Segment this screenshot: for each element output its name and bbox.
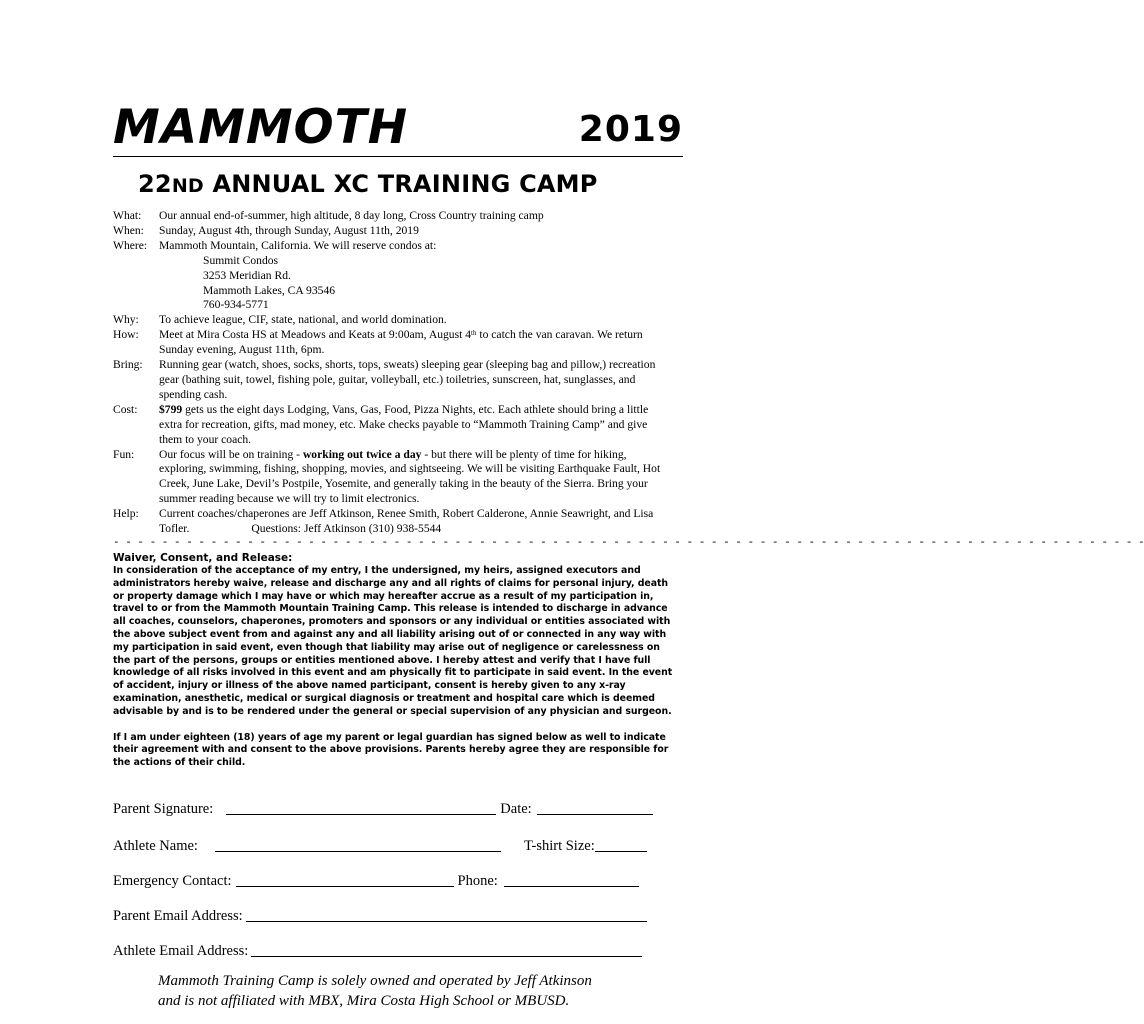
title-row (113, 100, 683, 157)
when-value: Sunday, August 4th, through Sunday, August 11th, 2019 (159, 223, 419, 237)
footer-line: and is not affiliated with MBX, Mira Costa High School or MBUSD. (158, 993, 570, 1009)
info-help (113, 507, 673, 537)
help-text: Current coaches/chaperones are Jeff Atkinson, Renee Smith, Robert Calderone, Annie Seawright, and Lisa Tofler. (159, 507, 654, 536)
phone-field[interactable] (504, 874, 639, 887)
why-label: Why: (113, 313, 139, 327)
fun-label: Fun: (113, 447, 135, 461)
phone-label: Phone: (457, 873, 498, 889)
info-why (113, 313, 673, 328)
info-fun (113, 448, 673, 508)
waiver-title: Waiver, Consent, and Release: (113, 552, 293, 564)
help-value (159, 507, 673, 537)
minor-consent: If I am under eighteen (18) years of age my parent or legal guardian has signed below as well to indicate their agreement with and consent to the above provisions. Parents hereby agree they are responsible for the actions of their child. (113, 731, 669, 769)
why-value: To achieve league, CIF, state, national, and world domination. (159, 313, 447, 327)
waiver-section (113, 565, 673, 770)
date-label: Date: (500, 801, 532, 817)
how-text-b: to catch the van caravan. We return Sunday evening, August 11th, 6pm. (159, 328, 643, 357)
emergency-contact-row (113, 872, 658, 890)
questions-value: Jeff Atkinson (310) 938-5544 (303, 522, 442, 536)
cost-price: $799 (159, 402, 183, 416)
bring-value: Running gear (watch, shoes, socks, shorts, tops, sweats) sleeping gear (sleeping bag and pillow,) recreation gear (bathing suit, towel, fishing pole, guitar, volleyball, etc.) toiletries, sunscreen, hat, sunglasses, and spending cash. (159, 358, 656, 401)
athlete-name-row (113, 837, 658, 855)
parent-signature-label: Parent Signature: (113, 801, 214, 817)
athlete-name-field[interactable] (215, 839, 501, 852)
subtitle-text: ANNUAL XC TRAINING CAMP (203, 170, 598, 198)
athlete-email-label: Athlete Email Address: (113, 943, 249, 959)
date-field[interactable] (537, 802, 653, 815)
what-value: Our annual end-of-summer, high altitude, 8 day long, Cross Country training camp (159, 209, 544, 222)
when-label: When: (113, 223, 144, 237)
athlete-email-row (113, 942, 658, 960)
how-superscript: th (471, 329, 477, 338)
athlete-name-label: Athlete Name: (113, 838, 198, 854)
waiver-body: In consideration of the acceptance of my entry, I the undersigned, my heirs, assigned executors and administrators hereby waive, release and discharge any and all rights of claims for personal injury, death or property damage which I may have or which may hereafter accrue as a result of my participation in, travel to or from the Mammoth Mountain Training Camp. This release is intended to discharge in advance all coaches, counselors, chaperones, promoters and sponsors or any individual or entities associated with the above subject event from and against any and all liability arising out of or connected in any way with my participation in said event, even though that liability may arise out of negligence or carelessness on the part of the persons, groups or entities mentioned above. I hereby attest and verify that I have full knowledge of all risks involved in this event and am physically fit to participate in said event. In the event of accident, injury or illness of the above named participant, consent is hereby given to any x-ray examination, anesthetic, medical or surgical diagnosis or treatment and hospital care which is deemed advisable by and is to be rendered under the general or special supervision of any physician and surgeon. (113, 565, 673, 717)
page-title: MAMMOTH (113, 100, 409, 155)
cost-label: Cost: (113, 402, 138, 416)
subtitle-ordinal: ND (171, 175, 204, 197)
parent-email-field[interactable] (246, 909, 647, 922)
fun-text-a: Our focus will be on training - (159, 447, 303, 461)
what-label: What: (113, 209, 142, 222)
how-label: How: (113, 328, 139, 342)
address-line: 760-934-5771 (203, 298, 269, 312)
fun-value (159, 448, 673, 508)
footer-note (158, 971, 658, 1011)
parent-email-label: Parent Email Address: (113, 908, 243, 924)
where-value: Mammoth Mountain, California. We will reserve condos at: (159, 238, 437, 252)
info-where (113, 239, 673, 254)
cost-value (159, 403, 673, 448)
info-bring (113, 358, 673, 403)
page-subtitle (138, 168, 598, 202)
title-year: 2019 (578, 109, 683, 150)
bring-label: Bring: (113, 358, 143, 372)
how-text-a: Meet at Mira Costa HS at Meadows and Keats at 9:00am, August 4 (159, 328, 472, 342)
emergency-contact-field[interactable] (236, 874, 454, 887)
paragraph-gap (113, 719, 673, 732)
address-line: Summit Condos (203, 253, 279, 267)
info-how (113, 328, 673, 358)
where-label: Where: (113, 238, 148, 252)
info-what (113, 209, 673, 224)
tshirt-label: T-shirt Size: (523, 838, 595, 854)
dashed-divider: - - - - - - - - - - - - - - - - - - - - - - - - - - - - - - - - - - - - - - - - - - - - - - - - - - - - - - - - - - - - - - - - - - - - - - - - - - - - - - - - - - - - - (113, 537, 1144, 549)
tshirt-field[interactable] (595, 839, 647, 852)
subtitle-number: 22 (138, 170, 172, 198)
help-label: Help: (113, 507, 139, 521)
emergency-contact-label: Emergency Contact: (113, 873, 232, 889)
info-cost (113, 403, 673, 448)
fun-text-b: - but there will be plenty of time for hiking, exploring, swimming, fishing, shopping, movies, and sightseeing. We will be visiting Earthquake Fault, Hot Creek, June Lake, Devil’s Postpile, Yosemite, and generally taking in the beauty of the Sierra. Bring your summer reading because we will try to limit electronics. (159, 447, 661, 506)
athlete-email-field[interactable] (251, 944, 642, 957)
parent-signature-field[interactable] (226, 802, 496, 815)
info-when (113, 224, 673, 239)
cost-text: gets us the eight days Lodging, Vans, Gas, Food, Pizza Nights, etc. Each athlete should bring a little extra for recreation, gifts, mad money, etc. Make checks payable to “Mammoth Training Camp” and give them to your coach. (159, 402, 649, 446)
camp-info (113, 209, 673, 537)
fun-emphasis: working out twice a day (302, 447, 422, 461)
address-line: 3253 Meridian Rd. (203, 268, 291, 282)
parent-email-row (113, 907, 658, 925)
questions-label: Questions: (251, 522, 302, 536)
address-line: Mammoth Lakes, CA 93546 (203, 283, 336, 297)
how-value (159, 328, 673, 358)
footer-line: Mammoth Training Camp is solely owned and operated by Jeff Atkinson (158, 973, 592, 989)
parent-signature-row (113, 800, 658, 818)
